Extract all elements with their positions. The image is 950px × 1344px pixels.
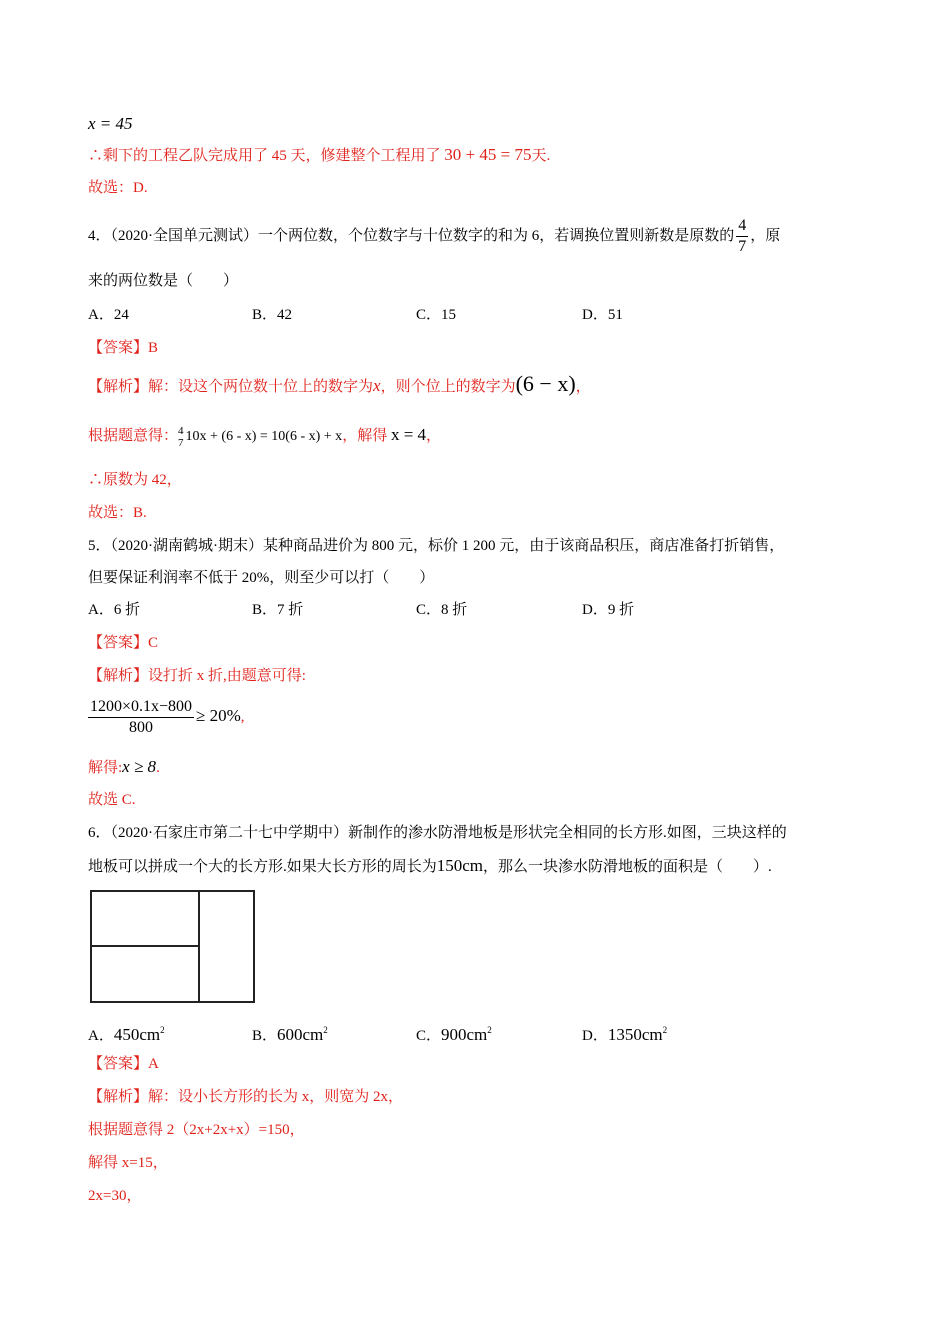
choose-line: 故选：D.	[88, 180, 148, 196]
q6-stem: 6．（2020·石家庄市第二十七中学期中）新制作的渗水防滑地板是形状完全相同的长方形.如图，三块这样的	[88, 825, 787, 841]
q6-option-a: A．$450cm^2$	[88, 1025, 165, 1044]
q4-option-b: B．42	[252, 307, 293, 323]
conclusion-line: ∴剩下的工程乙队完成用了 45 天，修建整个工程用了 30 + 45 = 75天.	[88, 145, 551, 164]
q5-inequality: $\frac{1200\times 0.1x-800}{800}$ ≥ 20%,	[90, 698, 245, 736]
q5-solve: 解得:x ≥ 8.	[88, 757, 160, 776]
q5-choose: 故选 C.	[88, 792, 136, 808]
q5-stem: 5．（2020·湖南鹤城·期末）某种商品进价为 800 元，标价 1 200 元，由于该商品积压，商店准备打折销售，	[88, 538, 785, 554]
q4-answer: 【答案】B	[88, 340, 159, 356]
q4-equation: 根据题意得： 4 7 10x + (6 - x) = 10(6 - x) + x，解得 x = 4，	[88, 424, 442, 449]
q5-option-d: D．9 折	[582, 602, 635, 618]
q5-option-c: C．8 折	[416, 602, 468, 618]
q4-analysis: 【解析】解：设这个两位数十位上的数字为x，则个位上的数字为(6 − x)，	[88, 371, 591, 396]
equation-x-45: x = 45	[88, 114, 133, 133]
q5-answer: 【答案】C	[88, 635, 159, 651]
q4-choose: 故选：B.	[88, 505, 147, 521]
q6-option-b: B．$600cm^2$	[252, 1025, 328, 1044]
q6-answer: 【答案】A	[88, 1056, 159, 1072]
q5-option-a: A．6 折	[88, 602, 141, 618]
fraction-small-4-7: 4 7	[178, 424, 184, 449]
q4-so: ∴原数为 42，	[88, 472, 182, 488]
q4-stem-line2: 来的两位数是（ ）	[88, 273, 239, 289]
q4-option-a: A．24	[88, 307, 129, 323]
inequality-fraction: $\frac{1200\times 0.1x-800}{800}$	[90, 698, 193, 736]
q4-option-d: D．51	[582, 307, 623, 323]
q6-option-c: C．$900cm^2$	[416, 1025, 492, 1044]
q6-stem-line2: 地板可以拼成一个大的长方形.如果大长方形的周长为150cm，那么一块渗水防滑地板的面积是（ ）.	[88, 856, 772, 875]
q5-analysis: 【解析】设打折 x 折,由题意可得:	[88, 668, 306, 684]
q4-option-c: C．15	[416, 307, 457, 323]
fraction-4-7: $\frac{4}{7}$	[738, 217, 747, 256]
q6-line3: 解得 x=15，	[88, 1155, 168, 1171]
q4-stem: 4．（2020·全国单元测试）一个两位数，个位数字与十位数字的和为 6，若调换位置则新数是原数的 $\frac{4}{7}$ ，原	[88, 217, 781, 256]
q6-analysis: 【解析】解：设小长方形的长为 x，则宽为 2x，	[88, 1089, 404, 1105]
q6-line4: 2x=30，	[88, 1188, 142, 1204]
rectangle-figure	[88, 888, 258, 1006]
q6-option-d: D．$1350cm^2$	[582, 1025, 668, 1044]
q5-stem-line2: 但要保证利润率不低于 20%，则至少可以打（ ）	[88, 570, 435, 586]
q5-option-b: B．7 折	[252, 602, 304, 618]
q6-line2: 根据题意得 2（2x+2x+x）=150，	[88, 1122, 305, 1138]
